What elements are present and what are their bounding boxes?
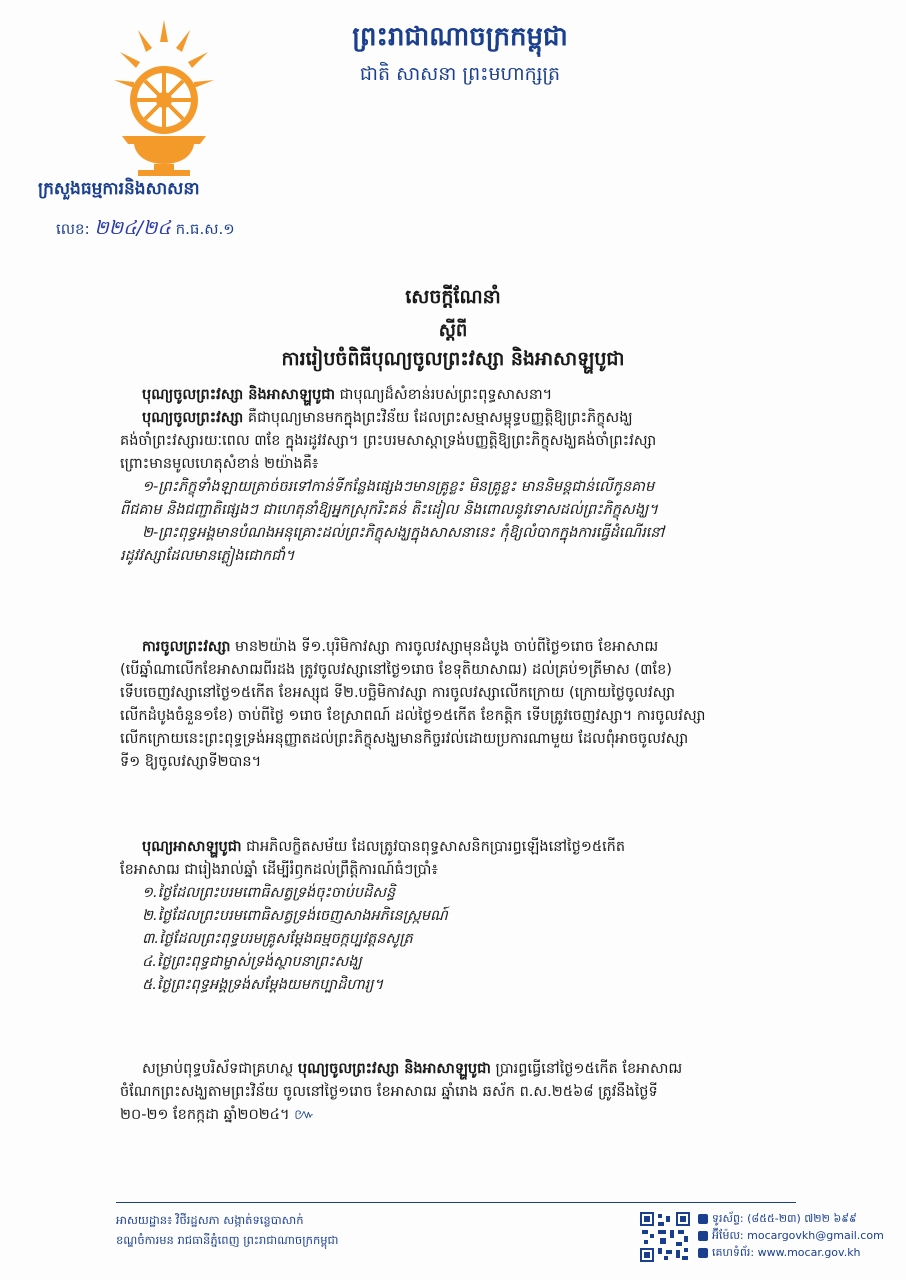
para2-line: (បើឆ្នាំណាលើកខែអាសាឍពីរដង ត្រូវចូលវស្សានៅថ្ងៃ១រោច ខែទុតិយាសាឍ) ដល់គ្រប់១ត្រីមាស (៣ខែ) xyxy=(120,662,672,678)
ref-suffix: ក.ធ.ស.១ xyxy=(175,220,235,238)
document-title: សេចក្តីណែនាំ xyxy=(405,286,501,308)
para4-line xyxy=(120,1104,800,1127)
ministry-emblem-icon xyxy=(108,18,220,178)
globe-icon xyxy=(698,1248,708,1258)
para4-line: ចំណែកព្រះសង្ឃតាមព្រះវិន័យ ចូលនៅថ្ងៃ១រោច ខែអាសាឍ ឆ្នាំរោង ឆស័ក ព.ស.២៥៦៨ ត្រូវនឹងថ្ងៃទី xyxy=(120,1084,658,1100)
intro-text: ជាបុណ្យដ៏សំខាន់របស់ព្រះពុទ្ធសាសនា។ xyxy=(335,387,553,403)
qr-code-icon xyxy=(640,1212,690,1262)
event-item: ៣.ថ្ងៃដែលព្រះពុទ្ធបរមគ្រូសម្តែងធម្មចក្កប្បវត្តនសូត្រ xyxy=(142,931,413,947)
reason-line: រដូវវស្សាដែលមានភ្លៀងជោកជាំ។ xyxy=(120,548,295,564)
national-motto: ជាតិ សាសនា ព្រះមហាក្សត្រ xyxy=(359,63,561,85)
document-subtitle-about: ស្តីពី xyxy=(438,320,468,341)
body-section-3 xyxy=(120,836,800,997)
para2-line: ទើបចេញវស្សានៅថ្ងៃ១៥កើត ខែអស្សុជ ទី២.បច្ឆិមិកាវស្សា ការចូលវស្សាលើកក្រោយ (ក្រោយថ្ងៃចូលវស្សា xyxy=(120,685,676,701)
para4-line-1: ប្រារព្ធធ្វើនៅថ្ងៃ១៥កើត ខែអាសាឍ xyxy=(490,1061,683,1077)
contact-phone xyxy=(698,1210,884,1227)
para3-line xyxy=(120,836,800,859)
ref-number: ២២៤/២៤ xyxy=(94,217,171,239)
para1-line: ព្រោះមានមូលហេតុសំខាន់ ២យ៉ាងគឺ៖ xyxy=(120,456,319,472)
para3-line: ខែអាសាឍ ជារៀងរាល់ឆ្នាំ ដើម្បីរំឭកដល់ព្រឹត្តិការណ៍ធំៗប្រាំ៖ xyxy=(120,862,438,878)
para4-line-3: ២០-២១ ខែកក្កដា ឆ្នាំ២០២៤។ xyxy=(120,1107,290,1123)
event-item: ៥.ថ្ងៃព្រះពុទ្ធអង្គទ្រង់សម្តែងយមកប្បាដិហារ្យ។ xyxy=(142,977,384,993)
intro-bold: បុណ្យចូលព្រះវស្សា និងអាសាឡ្ហបូជា xyxy=(142,387,336,403)
contact-email xyxy=(698,1227,884,1244)
footer-address xyxy=(116,1210,339,1250)
email-icon xyxy=(698,1231,708,1241)
para2-line: ទី១ ឱ្យចូលវស្សាទី២បាន។ xyxy=(120,754,262,770)
ref-prefix: លេខ: xyxy=(56,220,90,238)
para2-line: លើកក្រោយនេះព្រះពុទ្ធទ្រង់អនុញ្ញាតដល់ព្រះភិក្ខុសង្ឃមានកិច្ចរវល់ដោយប្រការណាមួយ ដែលពុំអាចចូលវស្សា xyxy=(120,731,689,747)
website-text: គេហទំព័រ: www.mocar.gov.kh xyxy=(712,1246,861,1259)
para1-line-1: គឺជាបុណ្យមានមកក្នុងព្រះវិន័យ ដែលព្រះសម្មាសម្ពុទ្ធបញ្ញត្តិឱ្យព្រះភិក្ខុសង្ឃ xyxy=(243,410,633,426)
reason-line: ពីជគាម និងជញ្ជាតិផ្សេងៗ ជាហេតុនាំឱ្យអ្នកស្រុករិះគន់ តិះដៀល និងពោលនូវទោសដល់ព្រះភិក្ខុសង្ឃ។ xyxy=(120,502,658,518)
intro-line xyxy=(120,384,800,407)
event-item: ៤.ថ្ងៃព្រះពុទ្ធជាម្ចាស់ទ្រង់ស្ថាបនាព្រះសង្ឃ xyxy=(142,954,362,970)
para3-bold: បុណ្យអាសាឡ្ហបូជា xyxy=(142,839,242,855)
body-section-4 xyxy=(120,1058,800,1127)
para4-line xyxy=(120,1058,800,1081)
para2-bold: ការចូលព្រះវស្សា xyxy=(142,639,231,655)
address-line: អាសយដ្ឋាន៖ វិថីរដ្ឋសភា សង្កាត់ទន្លេបាសាក់ xyxy=(116,1213,304,1227)
para3-line-1: ជាអភិលក្ខិតសម័យ ដែលត្រូវបានពុទ្ធសាសនិកប្រារព្ធឡើងនៅថ្ងៃ១៥កើត xyxy=(241,839,626,855)
body-section-1 xyxy=(120,384,800,568)
phone-text: ទូរស័ព្ទ: (៨៥៥-២៣) ៧២២ ៦៩៩ xyxy=(712,1212,857,1225)
para1-line: គង់ចាំព្រះវស្សារយៈពេល ៣ខែ ក្នុងរដូវវស្សា។ ព្រះបរមសាស្តាទ្រង់បញ្ញត្តិឱ្យព្រះភិក្ខុសង្ឃគង់ចាំព្រះវស្សា xyxy=(120,433,657,449)
ministry-name: ក្រសួងធម្មការនិងសាសនា xyxy=(38,179,200,199)
body-section-2 xyxy=(120,636,800,774)
para2-line xyxy=(120,636,800,659)
footer-contacts xyxy=(698,1210,884,1261)
para2-line-1: មាន២យ៉ាង ទី១.បុរិមិកាវស្សា ការចូលវស្សាមុនដំបូង ចាប់ពីថ្ងៃ១រោច ខែអាសាឍ xyxy=(230,639,659,655)
event-item: ២.ថ្ងៃដែលព្រះបរមពោធិសត្វទ្រង់ចេញសាងអភិនេស្ក្រមណ៍ xyxy=(142,908,448,924)
address-line: ខណ្ឌចំការមន រាជធានីភ្នំពេញ ព្រះរាជាណាចក្រកម្ពុជា xyxy=(116,1233,339,1247)
footer-divider xyxy=(116,1202,796,1203)
document-subject: ការរៀបចំពិធីបុណ្យចូលព្រះវស្សា និងអាសាឡ្ហបូជា xyxy=(281,348,625,370)
email-text: អ៊ីម៉ែល: mocargovkh@gmail.com xyxy=(712,1229,884,1242)
contact-website xyxy=(698,1244,884,1261)
para2-line: លើកដំបូងចំនួន១ខែ) ចាប់ពីថ្ងៃ ១រោច ខែស្រាពណ៍ ដល់ថ្ងៃ១៥កើត ខែកត្តិក ទើបត្រូវចេញវស្សា។ ការចូលវស្សា xyxy=(120,708,706,724)
para1-line xyxy=(120,407,800,430)
event-item: ១.ថ្ងៃដែលព្រះបរមពោធិសត្វទ្រង់ចុះចាប់បដិសន្ធិ xyxy=(142,885,396,901)
kingdom-heading: ព្រះរាជាណាចក្រកម្ពុជា xyxy=(352,22,568,52)
reference-number-line xyxy=(56,216,235,244)
para4-bold: បុណ្យចូលព្រះវស្សា និងអាសាឡ្ហបូជា xyxy=(297,1061,491,1077)
phone-icon xyxy=(698,1214,708,1224)
reason-line: ២-ព្រះពុទ្ធអង្គមានបំណងអនុគ្រោះដល់ព្រះភិក្ខុសង្ឃក្នុងសាសនានេះ កុំឱ្យលំបាកក្នុងការធ្វើដំណើរនៅ xyxy=(142,525,665,541)
para1-bold: បុណ្យចូលព្រះវស្សា xyxy=(142,410,244,426)
para4-pre: សម្រាប់ពុទ្ធបរិស័ទជាគ្រហស្ថ xyxy=(142,1061,298,1077)
end-mark: ៚ xyxy=(294,1107,315,1123)
reason-line: ១-ព្រះភិក្ខុទាំងឡាយត្រាច់ចរទៅកាន់ទីកន្លែងផ្សេងៗមានគ្រូខ្លះ មិនគ្រូខ្លះ មាននិមន្តជាន់លើកូនគាម xyxy=(142,479,655,495)
